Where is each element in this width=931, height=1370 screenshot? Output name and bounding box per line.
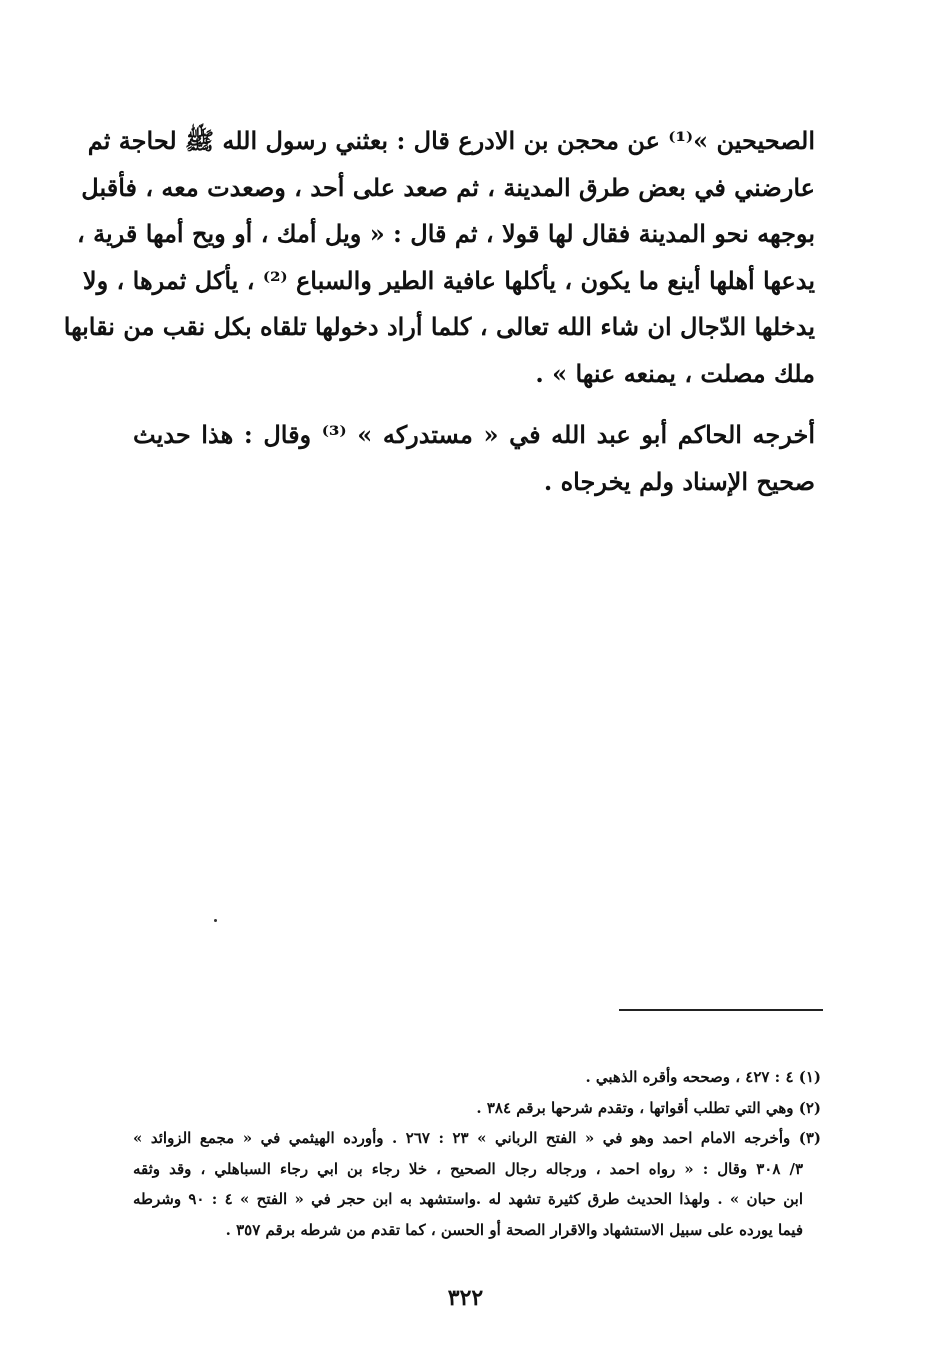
- text-line: صحيح الإسناد ولم يخرجاه .: [543, 466, 815, 496]
- text-line: ملك مصلت ، يمنعه عنها » .: [535, 358, 815, 388]
- main-paragraph-1: [63, 118, 815, 397]
- text-line: يدعها أهلها أينع ما يكون ، يأكلها عافية الطير والسباع ⁽²⁾ ، يأكل ثمرها ، ولا: [82, 265, 815, 295]
- text-line: الصحيحين »⁽¹⁾ عن محجن بن الادرع قال : بعثني رسول الله ﷺ لحاجة ثم: [87, 126, 815, 155]
- footnote-1: (١) ٤ : ٤٢٧ ، وصححه وأقره الذهبي .: [585, 1068, 821, 1086]
- footnote-separator: [619, 1009, 823, 1011]
- text-line: بوجهه نحو المدينة فقال لها قولا ، ثم قال : « ويل أمك ، أو ويح أمها قرية ،: [76, 219, 815, 248]
- footnote-2: (٢) وهي التي تطلب أقواتها ، وتقدم شرحها برقم ٣٨٤ .: [476, 1098, 821, 1117]
- ink-speck: [214, 919, 217, 922]
- footnote-3-cont: ابن حبان » . ولهذا الحديث طرق كثيرة تشهد له .واستشهد به ابن حجر في « الفتح » ٤ : ٩٠ وشرطه: [133, 1190, 803, 1208]
- main-paragraph-2: [133, 412, 815, 505]
- text-line: يدخلها الدّجال ان شاء الله تعالى ، كلما أراد دخولها تلقاه بكل نقب من نقابها: [63, 312, 815, 341]
- footnote-3-cont: فيما يورده على سبيل الاستشهاد والاقرار الصحة أو الحسن ، كما تقدم من شرطه برقم ٣٥٧ .: [225, 1220, 803, 1239]
- footnotes: [133, 1062, 821, 1245]
- text-line: أخرجه الحاكم أبو عبد الله في « مستدركه » ⁽³⁾ وقال : هذا حديث: [133, 420, 815, 449]
- text-line: عارضني في بعض طرق المدينة ، ثم صعد على أحد ، وصعدت معه ، فأقبل: [81, 172, 815, 202]
- footnote-3: (٣) وأخرجه الامام احمد وهو في « الفتح الرباني » ٢٣ : ٢٦٧ . وأورده الهيثمي في « مجمع الزوائد »: [133, 1129, 821, 1147]
- footnote-3-cont: ٣/ ٣٠٨ وقال : « رواه احمد ، ورجاله رجال الصحيح ، خلا رجاء بن ابي رجاء السباهلي ، وقد وثقه: [133, 1159, 803, 1178]
- page-number: ٣٢٢: [447, 1285, 484, 1311]
